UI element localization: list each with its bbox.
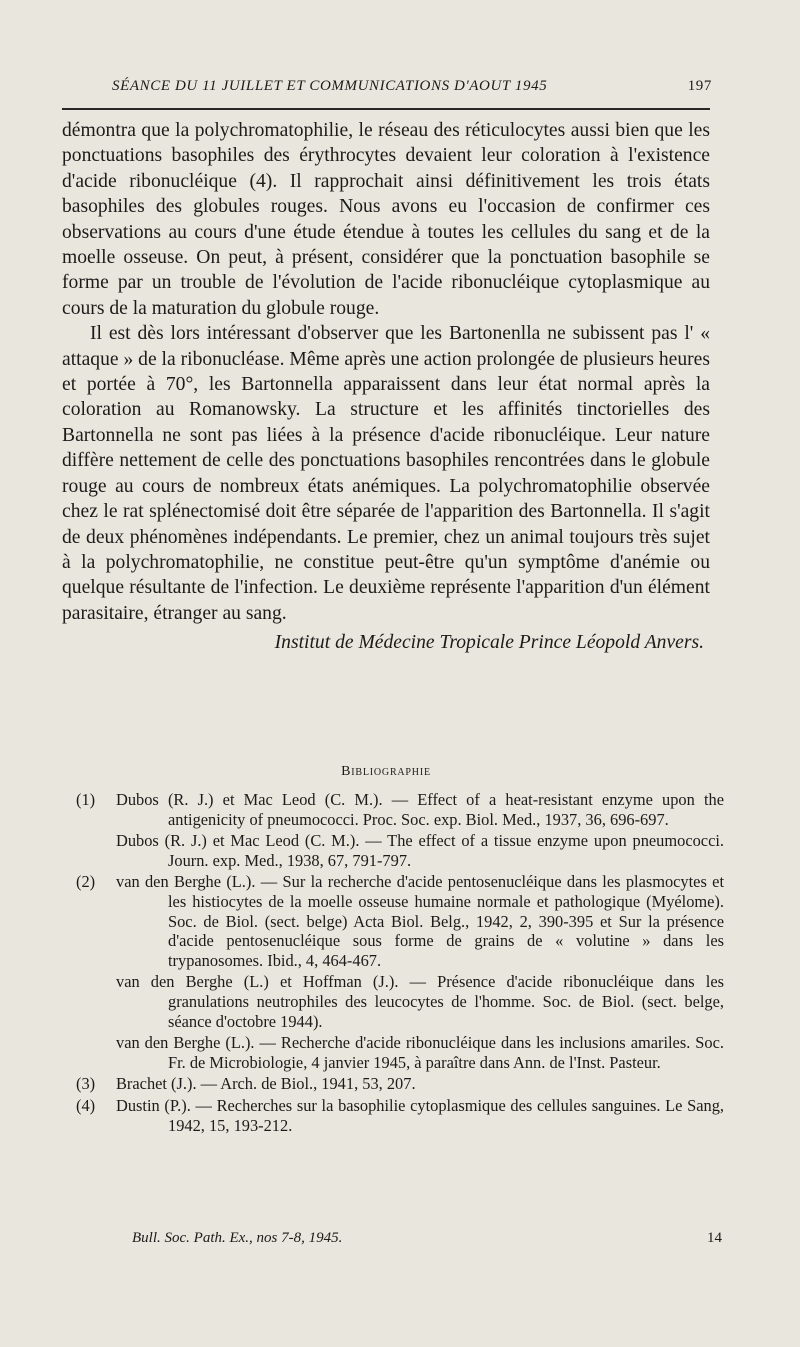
reference-number: (3) bbox=[76, 1074, 96, 1094]
reference-item bbox=[76, 1096, 724, 1135]
reference-number: (4) bbox=[76, 1095, 96, 1115]
reference-item bbox=[76, 1074, 724, 1094]
reference-text: Dubos (R. J.) et Mac Leod (C. M.). — The effect of a tissue enzyme upon pneumococci. Journ. exp. Med., 1938, 67, 791-797. bbox=[116, 831, 724, 870]
reference-text: Dubos (R. J.) et Mac Leod (C. M.). — Effect of a heat-resistant enzyme upon the antigenicity of pneumococci. Proc. Soc. exp. Biol. Med., 1937, 36, 696-697. bbox=[116, 790, 724, 829]
paragraph-1: démontra que la polychromatophilie, le réseau des réticulocytes aussi bien que les ponctuations basophiles des érythrocytes devaient leur coloration à l'existence d'acide ribonucléique (4). Il rapprochait ainsi définitivement les trois états basophiles des globules rouges. Nous avons eu l'occasion de confirmer ces observations au cours d'une étude étendue à toutes les cellules du sang et de la moelle osseuse. On peut, à présent, considérer que la ponctuation basophile se forme par un trouble de l'évolution de l'acide ribonucléique cytoplasmique au cours de la maturation du globule rouge. bbox=[62, 120, 710, 319]
reference-item bbox=[76, 831, 724, 870]
bibliography-list bbox=[76, 790, 724, 1137]
journal-citation: Bull. Soc. Path. Ex., nos 7-8, 1945. bbox=[132, 1230, 343, 1246]
reference-item bbox=[76, 1033, 724, 1072]
reference-text: Dustin (P.). — Recherches sur la basophilie cytoplasmique des cellules sanguines. Le Sang, 1942, 15, 193-212. bbox=[116, 1095, 724, 1135]
reference-item bbox=[76, 872, 724, 970]
reference-item bbox=[76, 972, 724, 1031]
running-header bbox=[112, 76, 712, 102]
reference-text: van den Berghe (L.). — Recherche d'acide ribonucléique dans les inclusions amariles. Soc. Fr. de Microbiologie, 4 janvier 1945, à paraître dans Ann. de l'Inst. Pasteur. bbox=[116, 1033, 724, 1072]
reference-text: van den Berghe (L.) et Hoffman (J.). — Présence d'acide ribonucléique dans les granulations neutrophiles des leucocytes de l'homme. Soc. de Biol. (sect. belge, séance d'octobre 1944). bbox=[116, 972, 724, 1031]
reference-item bbox=[76, 790, 724, 829]
reference-number: (2) bbox=[76, 872, 96, 892]
bibliography-title: Bibliographie bbox=[341, 764, 431, 779]
page-footer bbox=[132, 1230, 722, 1252]
page-number: 197 bbox=[687, 78, 712, 94]
running-title: SÉANCE DU 11 JUILLET ET COMMUNICATIONS D'AOUT 1945 bbox=[112, 78, 548, 94]
reference-text: Brachet (J.). — Arch. de Biol., 1941, 53, 207. bbox=[116, 1074, 416, 1094]
reference-text: van den Berghe (L.). — Sur la recherche d'acide pentosenucléique dans les plasmocytes et les histiocytes de la moelle osseuse humaine normale et pathologique (Myélome). Soc. de Biol. (sect. belge) Acta Biol. Belg., 1942, 2, 390-395 et Sur la présence d'acide pentosenucléique sous forme de grains de « volutine » dans les trypanosomes. Ibid., 4, 464-467. bbox=[116, 872, 724, 970]
reference-number: (1) bbox=[76, 790, 96, 809]
paragraph-2: Il est dès lors intéressant d'observer que les Bartonenlla ne subissent pas l' « attaque » de la ribonucléase. Même après une action prolongée de plusieurs heures et portée à 70°, les Bartonnella apparaissent dans leur état normal après la coloration au Romanowsky. La structure et les affinités tinctorielles des Bartonnella ne sont pas liées à la présence d'acide ribonucléique. Leur nature diffère nettement de celle des ponctuations basophiles rencontrées dans le globule rouge au cours de nombreux états anémiques. La polychromatophilie observée chez le rat splénectomisé doit être séparée de l'apparition des Bartonnella. Il s'agit de deux phénomènes indépendants. Le premier, chez un animal toujours très sujet à la polychromatophilie, ne constitue peut-être qu'un symptôme d'anémie ou quelque résultante de l'infection. Le deuxième représente l'apparition d'un élément parasitaire, étranger au sang. bbox=[62, 323, 710, 624]
body-text bbox=[62, 118, 710, 656]
printer-signature: 14 bbox=[707, 1230, 722, 1246]
header-rule bbox=[62, 108, 710, 110]
institution-signature: Institut de Médecine Tropicale Prince Léopold Anvers. bbox=[274, 632, 704, 654]
